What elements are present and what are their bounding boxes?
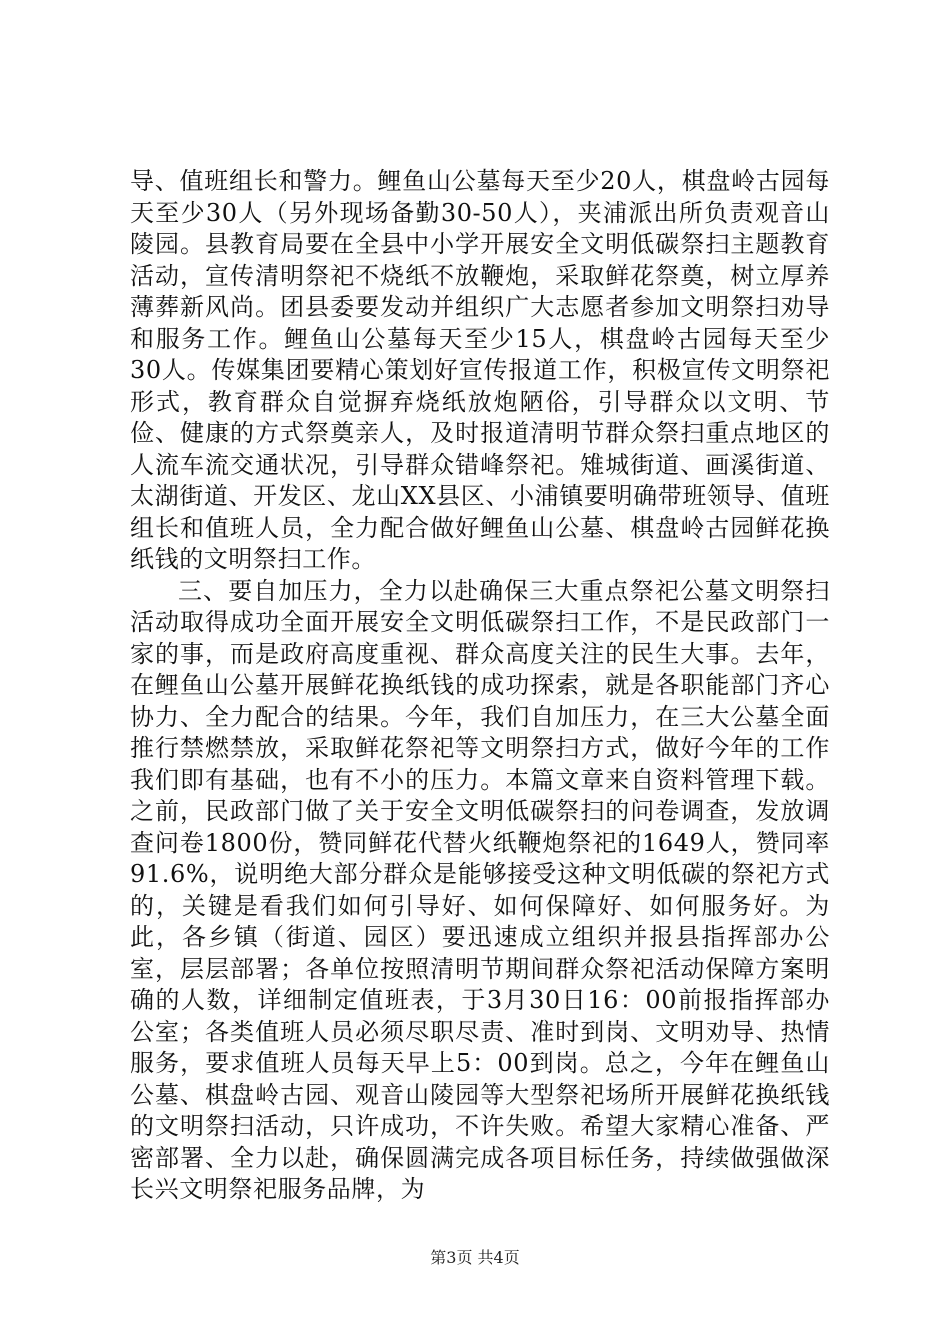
page-footer: 第3页 共4页 [430,1248,520,1267]
paragraph-1: 导、值班组长和警力。鲤鱼山公墓每天至少20人，棋盘岭古园每天至少30人（另外现场备勤30-50人），夹浦派出所负责观音山陵园。县教育局要在全县中小学开展安全文明低碳祭扫主题教育活动，宣传清明祭祀不烧纸不放鞭炮，采取鲜花祭奠，树立厚养薄葬新风尚。团县委要发动并组织广大志愿者参加文明祭扫劝导和服务工作。鲤鱼山公墓每天至少15人，棋盘岭古园每天至少30人。传媒集团要精心策划好宣传报道工作，积极宣传文明祭祀形式，教育群众自觉摒弃烧纸放炮陋俗，引导群众以文明、节俭、健康的方式祭奠亲人，及时报道清明节群众祭扫重点地区的人流车流交通状况，引导群众错峰祭祀。雉城街道、画溪街道、太湖街道、开发区、龙山XX县区、小浦镇要明确带班领导、值班组长和值班人员，全力配合做好鲤鱼山公墓、棋盘岭古园鲜花换纸钱的文明祭扫工作。 [130,167,830,573]
paragraph-2: 三、要自加压力，全力以赴确保三大重点祭祀公墓文明祭扫活动取得成功全面开展安全文明低碳祭扫工作，不是民政部门一家的事，而是政府高度重视、群众高度关注的民生大事。去年，在鲤鱼山公墓开展鲜花换纸钱的成功探索，就是各职能部门齐心协力、全力配合的结果。今年，我们自加压力，在三大公墓全面推行禁燃禁放，采取鲜花祭祀等文明祭扫方式，做好今年的工作我们即有基础，也有不小的压力。本篇文章来自资料管理下载。之前，民政部门做了关于安全文明低碳祭扫的问卷调查，发放调查问卷1800份，赞同鲜花代替火纸鞭炮祭祀的1649人，赞同率91.6%，说明绝大部分群众是能够接受这种文明低碳的祭祀方式的，关键是看我们如何引导好、如何保障好、如何服务好。为此，各乡镇（街道、园区）要迅速成立组织并报县指挥部办公室，层层部署；各单位按照清明节期间群众祭祀活动保障方案明确的人数，详细制定值班表，于3月30日16：00前报指挥部办公室；各类值班人员必须尽职尽责、准时到岗、文明劝导、热情服务，要求值班人员每天早上5：00到岗。总之，今年在鲤鱼山公墓、棋盘岭古园、观音山陵园等大型祭祀场所开展鲜花换纸钱的文明祭扫活动，只许成功，不许失败。希望大家精心准备、严密部署、全力以赴，确保圆满完成各项目标任务，持续做强做深长兴文明祭祀服务品牌，为 [130,576,830,1203]
document-body [130,166,830,1206]
